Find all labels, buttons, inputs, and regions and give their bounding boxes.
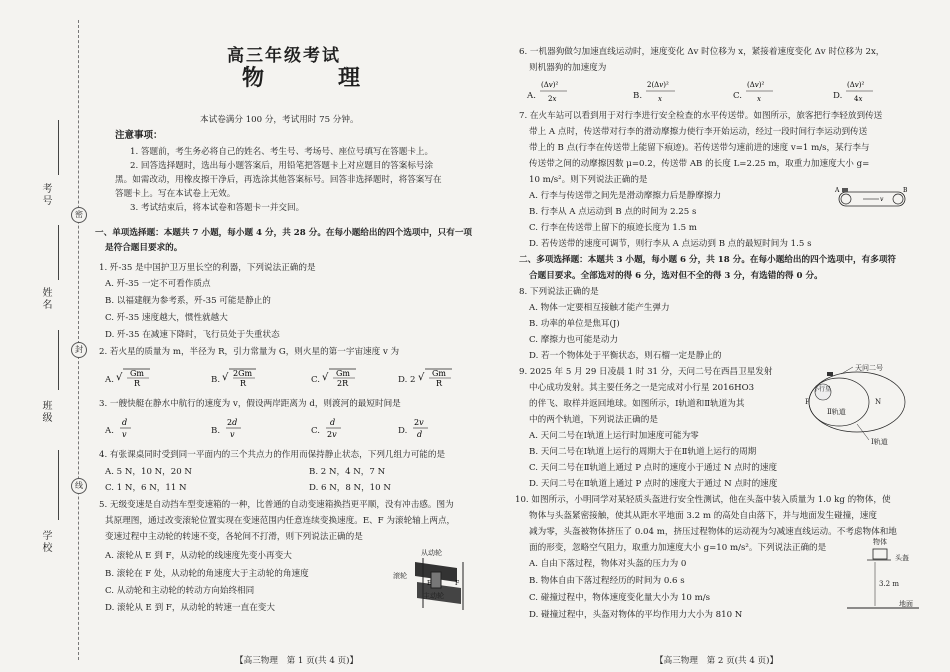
- svg-text:x: x: [757, 95, 761, 103]
- q4-option-d: D. 6 N，8 N，10 N: [309, 483, 391, 493]
- q7-option-b: B. 行李从 A 点运动到 B 点的时间为 2.25 s: [529, 207, 697, 217]
- q2-option-b-formula: [221, 366, 257, 388]
- q8-stem: 8. 下列说法正确的是: [519, 287, 599, 297]
- q3-stem: 3. 一艘快艇在静水中航行的速度为 v，假设两岸距离为 d，则渡河的最短时间是: [99, 399, 401, 409]
- note-line: 1. 答题前，考生务必将自己的姓名、考生号、考场号、座位号填写在答题卡上。: [130, 147, 434, 157]
- section-1-heading-cont: 是符合题目要求的。: [105, 243, 183, 253]
- q3-option-d: D.: [398, 426, 408, 436]
- notes-heading: 注意事项：: [115, 130, 163, 141]
- label-school: 学校: [40, 530, 51, 554]
- q9-option-c: C. 天问二号在Ⅱ轨道上通过 P 点时的速度小于通过 N 点时的速度: [529, 463, 778, 473]
- note-line: 2. 回答选择题时，选出每小题答案后，用铅笔把答题卡上对应题目的答案标号涂: [130, 161, 434, 171]
- svg-text:R: R: [436, 379, 443, 388]
- seal-dashed-line: [78, 20, 79, 660]
- q10-option-c: C. 碰撞过程中，物体速度变化量大小为 10 m/s: [529, 593, 711, 603]
- q4-option-b: B. 2 N，4 N，7 N: [309, 467, 386, 477]
- q2-stem: 2. 若火星的质量为 m，半径为 R，引力常量为 G，则火星的第一宇宙速度 v 为: [99, 347, 400, 357]
- svg-text:(Δv)²: (Δv)²: [747, 81, 765, 89]
- q8-option-b: B. 功率的单位是焦耳(J): [529, 319, 620, 329]
- page-2: [515, 0, 935, 672]
- svg-text:E: E: [427, 580, 432, 587]
- note-line: 3. 考试结束后，将本试卷和答题卡一并交回。: [130, 203, 305, 213]
- q3-option-a-formula: [119, 416, 133, 440]
- seal-mark-xian: 线: [71, 478, 87, 494]
- fig-label-object: 物体: [873, 538, 887, 546]
- svg-text:2v: 2v: [327, 430, 337, 439]
- q5-stem-cont: 变速过程中主动轮的转速不变，各轮间不打滑，则下列说法正确的是: [105, 532, 363, 542]
- q9-stem: 9. 2025 年 5 月 29 日凌晨 1 时 31 分，天问二号在西昌卫星发射: [519, 367, 773, 377]
- q2-option-c: C.: [311, 375, 321, 385]
- q7-stem-cont: 传送带之间的动摩擦因数 μ=0.2，传送带 AB 的长度 L=2.25 m，取重力加速度大小 g=: [529, 159, 870, 169]
- svg-text:4x: 4x: [854, 95, 863, 103]
- q9-option-b: B. 天问二号在Ⅰ轨道上运行的周期大于在Ⅱ轨道上运行的周期: [529, 447, 757, 457]
- name-line: [58, 225, 59, 280]
- fig-label-orbit-2: Ⅱ轨道: [827, 408, 846, 416]
- q2-option-d-formula: [417, 366, 453, 388]
- q6-option-d: D.: [833, 91, 843, 101]
- q10-stem-cont: 面的形变，忽略空气阻力，取重力加速度大小 g=10 m/s²。下列说法正确的是: [529, 543, 827, 553]
- fig-label-driven-wheel: 从动轮: [421, 549, 442, 557]
- page-1-footer: 【高三物理 第 1 页(共 4 页)】: [235, 656, 359, 666]
- svg-text:A: A: [835, 187, 840, 194]
- q3-option-a: A.: [105, 426, 114, 436]
- q4-option-c: C. 1 N，6 N，11 N: [105, 483, 187, 493]
- svg-text:2Gm: 2Gm: [233, 369, 253, 378]
- q7-option-a: A. 行李与传送带之间先是滑动摩擦力后是静摩擦力: [529, 191, 722, 201]
- q6-option-c-formula: [745, 78, 775, 106]
- exam-info: 本试卷满分 100 分，考试用时 75 分钟。: [200, 115, 359, 125]
- q9-orbit-diagram: [783, 362, 923, 452]
- svg-text:v: v: [122, 430, 127, 439]
- q5-stem: 5. 无级变速是自动挡车型变速箱的一种，比普通的自动变速箱换挡更平顺，没有冲击感。图为: [99, 500, 454, 510]
- q3-option-b: B.: [211, 426, 221, 436]
- q6-option-b-formula: [645, 78, 677, 106]
- fig-label-driving-wheel: 主动轮: [423, 592, 444, 600]
- label-name: 姓名: [40, 287, 51, 311]
- svg-text:2R: 2R: [337, 379, 349, 388]
- svg-text:2x: 2x: [548, 95, 557, 103]
- q3-option-b-formula: [225, 416, 243, 440]
- page-2-footer: 【高三物理 第 2 页(共 4 页)】: [655, 656, 779, 666]
- orbit-drawing: [783, 362, 923, 452]
- fig-label-asteroid: 小行星: [813, 386, 832, 393]
- cvt-drawing: [395, 548, 490, 618]
- svg-text:2d: 2d: [227, 418, 238, 427]
- svg-text:√: √: [116, 372, 123, 383]
- q3-option-d-formula: [412, 416, 430, 440]
- subject-title: 物 理: [242, 65, 387, 91]
- q5-option-b: B. 滚轮在 F 处，从动轮的角速度大于主动轮的角速度: [105, 569, 309, 579]
- svg-text:R: R: [240, 379, 247, 388]
- fig-label-ground: 地面: [899, 600, 913, 608]
- svg-text:B: B: [903, 187, 908, 194]
- q6-option-d-formula: [845, 78, 875, 106]
- note-line: 答题卡上。写在本试卷上无效。: [115, 189, 236, 199]
- svg-text:v: v: [230, 430, 235, 439]
- q4-option-a: A. 5 N，10 N，20 N: [105, 467, 192, 477]
- class-line: [58, 330, 59, 390]
- q2-option-b: B.: [211, 375, 221, 385]
- q7-conveyor-diagram: [833, 186, 913, 212]
- svg-text:(Δv)²: (Δv)²: [541, 81, 559, 89]
- q1-option-a: A. 歼-35 一定不可看作质点: [105, 279, 211, 289]
- q5-cvt-diagram: [395, 548, 490, 618]
- binding-margin: [0, 0, 92, 672]
- q5-option-c: C. 从动轮和主动轮的转动方向始终相同: [105, 586, 255, 596]
- q7-stem-cont: 带上的 B 点(行李在传送带上能留下痕迹)。若传送带匀速前进的速度 v=1 m/s，某行李与: [529, 143, 870, 153]
- q8-option-c: C. 摩擦力也可能是动力: [529, 335, 619, 345]
- fig-label-n: N: [875, 398, 882, 406]
- exam-number-line: [58, 120, 59, 175]
- school-line: [58, 450, 59, 520]
- q3-option-c: C.: [311, 426, 321, 436]
- svg-text:(Δv)²: (Δv)²: [847, 81, 865, 89]
- q6-stem: 6. 一机器狗做匀加速直线运动时，速度变化 Δv 时位移为 x，紧接着速度变化 Δv 时位移为 2x，: [519, 47, 885, 57]
- q4-stem: 4. 有张课桌同时受到同一平面内的三个共点力的作用而保持静止状态，下列几组力可能的是: [99, 450, 446, 460]
- svg-text:F: F: [455, 580, 460, 587]
- q9-stem-cont: 中心成功发射。其主要任务之一是完成对小行星 2016HO3: [529, 383, 755, 393]
- q7-stem-cont: 带上 A 点时，传送带对行李的滑动摩擦力使行李开始运动，经过一段时间行李运动到传送: [529, 127, 868, 137]
- q9-option-d: D. 天问二号在Ⅱ轨道上通过 P 点时的速度大于通过 N 点时的速度: [529, 479, 778, 489]
- q7-option-c: C. 行李在传送带上留下的痕迹长度为 1.5 m: [529, 223, 697, 233]
- q6-option-c: C.: [733, 91, 743, 101]
- q3-option-c-formula: [325, 416, 343, 440]
- svg-text:d: d: [122, 418, 128, 427]
- q1-option-d: D. 歼-35 在减速下降时，飞行员处于失重状态: [105, 330, 280, 340]
- svg-text:R: R: [134, 379, 141, 388]
- fig-label-p: P: [805, 398, 810, 406]
- section-2-heading-cont: 合题目要求。全部选对的得 6 分，选对但不全的得 3 分，有选错的得 0 分。: [529, 271, 823, 281]
- label-exam-number: 考号: [40, 183, 51, 207]
- page-1: [95, 0, 495, 672]
- seal-mark-mi: 密: [71, 207, 87, 223]
- svg-text:v: v: [880, 196, 884, 203]
- q9-stem-cont: 的伴飞、取样并返回地球。如图所示，Ⅰ轨道和Ⅱ轨道为其: [529, 399, 745, 409]
- svg-text:Gm: Gm: [432, 369, 446, 378]
- fig-label-height: 3.2 m: [879, 580, 899, 588]
- svg-text:2v: 2v: [414, 418, 424, 427]
- q7-stem-cont: 10 m/s²。则下列说法正确的是: [529, 175, 648, 185]
- svg-text:Gm: Gm: [130, 369, 144, 378]
- svg-text:Gm: Gm: [336, 369, 350, 378]
- q2-option-a-formula: [115, 366, 151, 388]
- q10-stem-cont: 物体与头盔紧密接触，使其从距水平地面 3.2 m 的高处自由落下，并与地面发生碰撞，速度: [529, 511, 877, 521]
- q2-option-a: A.: [105, 375, 114, 385]
- exam-title: 高三年级考试: [227, 46, 341, 66]
- svg-text:√: √: [322, 372, 329, 383]
- section-2-heading: 二、多项选择题：本题共 3 小题，每小题 6 分，共 18 分。在每小题给出的四个选项中，有多项符: [519, 255, 897, 265]
- svg-text:2(Δv)²: 2(Δv)²: [647, 81, 669, 89]
- q7-stem: 7. 在火车站可以看到用于对行李进行安全检查的水平传送带。如图所示，旅客把行李轻放到传送: [519, 111, 883, 121]
- section-1-heading: 一、单项选择题：本题共 7 小题，每小题 4 分，共 28 分。在每小题给出的四个选项中，只有一项: [95, 228, 473, 238]
- q7-option-d: D. 若传送带的速度可调节，则行李从 A 点运动到 B 点的最短时间为 1.5 s: [529, 239, 812, 249]
- label-class: 班级: [40, 400, 51, 424]
- q10-option-a: A. 自由下落过程，物体对头盔的压力为 0: [529, 559, 687, 569]
- q10-option-b: B. 物体自由下落过程经历的时间为 0.6 s: [529, 576, 685, 586]
- q9-stem-cont: 中的两个轨道，下列说法正确的是: [529, 415, 658, 425]
- q6-stem-cont: 则机器狗的加速度为: [529, 63, 607, 73]
- q1-stem: 1. 歼-35 是中国护卫万里长空的利器，下列说法正确的是: [99, 263, 316, 273]
- q1-option-b: B. 以福建舰为参考系，歼-35 可能是静止的: [105, 296, 271, 306]
- q5-option-a: A. 滚轮从 E 到 F，从动轮的线速度先变小再变大: [105, 551, 292, 561]
- q2-option-d: D. 2: [398, 375, 416, 385]
- seal-mark-feng: 封: [71, 342, 87, 358]
- svg-text:x: x: [658, 95, 662, 103]
- q6-option-b: B.: [633, 91, 643, 101]
- q6-option-a-formula: [539, 78, 569, 106]
- q10-stem: 10. 如图所示，小明同学对某轻质头盔进行安全性测试，他在头盔中装入质量为 1.0 kg 的物体，使: [515, 495, 891, 505]
- q8-option-a: A. 物体一定要相互接触才能产生弹力: [529, 303, 670, 313]
- fig-label-helmet: 头盔: [895, 554, 909, 562]
- q8-option-d: D. 若一个物体处于平衡状态，则石榴一定是静止的: [529, 351, 722, 361]
- q9-option-a: A. 天问二号在Ⅰ轨道上运行时加速度可能为零: [529, 431, 699, 441]
- q2-option-c-formula: [321, 366, 357, 388]
- svg-text:d: d: [330, 418, 336, 427]
- q6-option-a: A.: [527, 91, 536, 101]
- q5-option-d: D. 滚轮从 E 到 F，从动轮的转速一直在变大: [105, 603, 275, 613]
- fig-label-orbit-1: Ⅰ轨道: [871, 438, 888, 446]
- svg-text:√: √: [418, 372, 425, 383]
- fig-label-probe: 天问二号: [855, 364, 883, 372]
- q10-helmet-diagram: [845, 540, 925, 620]
- svg-text:d: d: [417, 430, 423, 439]
- q5-stem-cont: 其原理图，通过改变滚轮位置实现在变速范围内任意连续变换速度。E、F 为滚轮轴上两点，: [105, 516, 456, 526]
- q1-option-c: C. 歼-35 速度越大，惯性就越大: [105, 313, 228, 323]
- svg-text:√: √: [222, 372, 229, 383]
- q10-option-d: D. 碰撞过程中，头盔对物体的平均作用力大小为 810 N: [529, 610, 743, 620]
- fig-label-roller: 滚轮: [393, 572, 407, 580]
- q10-stem-cont: 减为零，头盔被物体挤压了 0.04 m，挤压过程物体的运动视为匀减速直线运动。不考虑物体和地: [529, 527, 897, 537]
- note-line: 黑。如需改动，用橡皮擦干净后，再选涂其他答案标号。回答非选择题时，将答案写在: [115, 175, 442, 185]
